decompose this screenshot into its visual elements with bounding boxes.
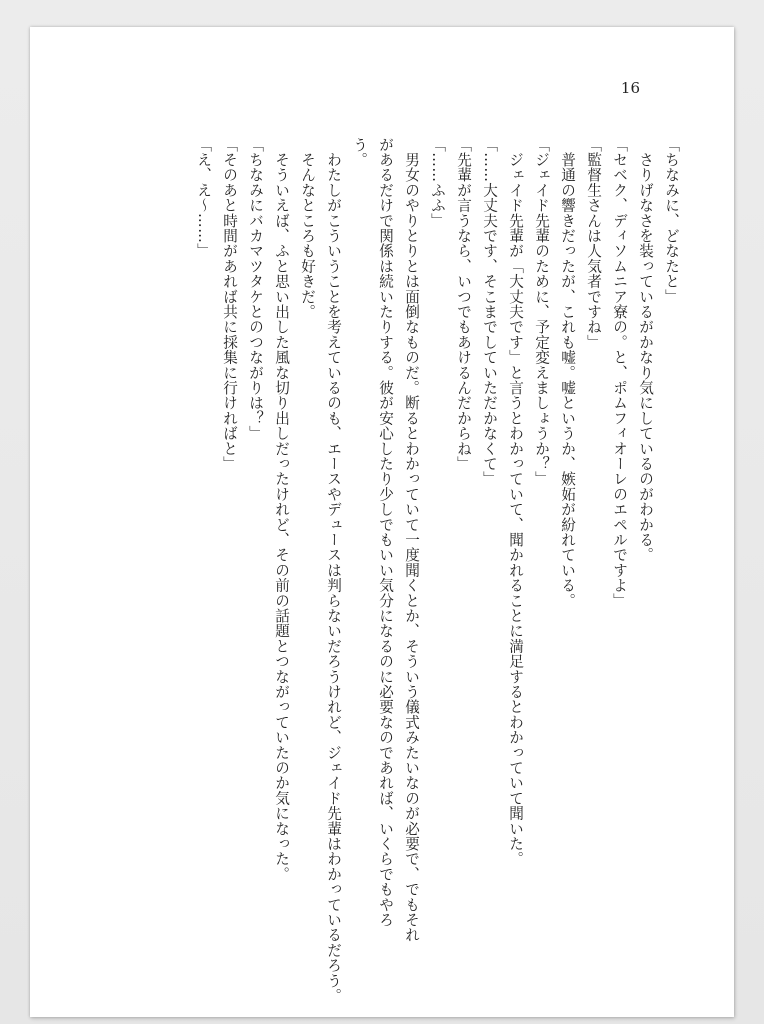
text-line: 「先輩が言うなら、いつでもあけるんだからね」 (455, 137, 472, 472)
text-line: わたしがこういうことを考えているのも、エースやデュースは判らないだろうけれど、ジェイド先輩はわかっているだろう。 (325, 137, 342, 1004)
text-line: 「ジェイド先輩のために、予定変えましょうか？」 (533, 137, 550, 487)
text-line: 「そのあと時間があれば共に採集に行ければと」 (221, 137, 238, 472)
vertical-body-text (190, 137, 684, 1004)
text-line: 男女のやりとりとは面倒なものだ。断るとわかっていて一度聞くとか、そういう儀式みたいなのが必要で、でもそれがあるだけで関係は続いたりする。彼が安心したり少しでもいい気分になるのに必要なのであれば、いくらでもやろう。 (351, 137, 420, 943)
text-line: そういえば、ふと思い出した風な切り出しだったけれど、その前の話題とつながっていたのか気になった。 (273, 137, 290, 882)
text-line: 普通の響きだったが、これも嘘。嘘というか、嫉妬が紛れている。 (559, 137, 576, 609)
text-line: さりげなさを装っているがかなり気にしているのがわかる。 (637, 137, 654, 563)
text-line: ジェイド先輩が「大丈夫です」と言うとわかっていて、聞かれることに満足するとわかっていて聞いた。 (507, 137, 524, 867)
text-line: 「監督生さんは人気者ですね」 (585, 137, 602, 350)
text-line: 「……ふふ」 (429, 137, 446, 229)
text-line: 「ちなみにバカマツタケとのつながりは？」 (247, 137, 264, 441)
text-line: 「ちなみに、どなたと」 (663, 137, 680, 305)
text-line: 「セベク、ディソムニア寮の。と、ポムフィオーレのエペルですよ」 (611, 137, 628, 609)
text-line: 「え、え～……」 (195, 137, 212, 259)
page-number: 16 (620, 79, 640, 97)
text-line: そんなところも好きだ。 (299, 137, 316, 320)
book-page (30, 27, 734, 1017)
text-line: 「……大丈夫です、そこまでしていただかなくて」 (481, 137, 498, 487)
